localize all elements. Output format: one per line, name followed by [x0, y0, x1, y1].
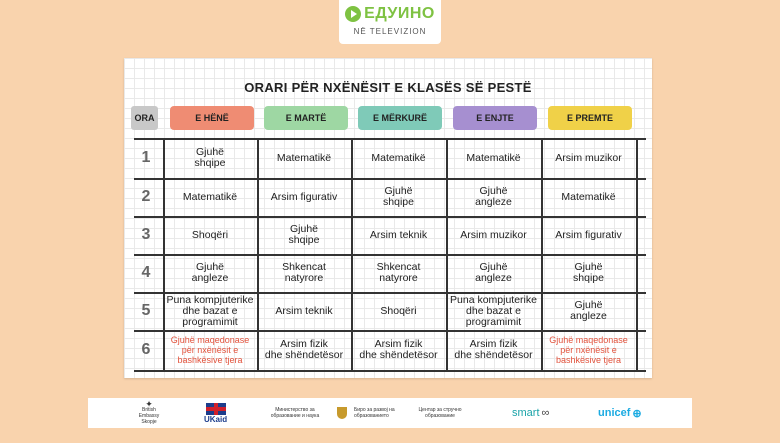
schedule-cell	[450, 230, 538, 241]
cell-line: Matematikë	[276, 151, 332, 164]
cell-line: Arsim figurativ	[270, 190, 338, 203]
schedule-cell	[355, 339, 443, 361]
schedule-cell	[355, 306, 443, 317]
period-number: 1	[141, 149, 151, 166]
cell-line: angleze	[475, 196, 512, 208]
cell-line: Matematikë	[561, 190, 616, 203]
sponsor-footer	[88, 398, 692, 428]
smart-logo	[512, 398, 549, 428]
cell-line: Gjuhë	[479, 185, 508, 197]
cell-line: Matematikë	[466, 151, 521, 164]
center-label: Центар за стручно образование	[418, 407, 462, 419]
schedule-cell	[450, 262, 538, 284]
schedule-cell	[450, 295, 538, 328]
cell-line: Gjuhë	[479, 261, 508, 273]
period-number: 6	[141, 341, 151, 358]
ministry-logo	[260, 398, 330, 428]
schedule-cell	[545, 300, 633, 322]
cell-line: dhe bazat e	[466, 304, 521, 317]
glasses-icon: ∞	[541, 407, 550, 419]
day-header-monday: E HËNË	[170, 106, 254, 130]
cell-line: Arsim muzikor	[555, 151, 622, 164]
british-embassy-logo	[134, 398, 164, 428]
cell-line: dhe shëndetësor	[454, 349, 533, 361]
period-number: 5	[141, 302, 151, 319]
bureau-logo	[354, 398, 418, 428]
cell-line: Gjuhë maqedonase	[549, 335, 628, 345]
cell-line: Gjuhë maqedonase	[170, 335, 250, 345]
schedule-cell	[450, 339, 538, 361]
play-icon	[345, 6, 361, 22]
cell-line: Arsim teknik	[275, 304, 333, 317]
cell-line: dhe shëndetësor	[359, 349, 438, 361]
schedule-cell	[545, 192, 633, 203]
uk-flag-icon	[206, 403, 226, 415]
cell-line: shqipe	[194, 157, 226, 169]
schedule-cell	[166, 192, 254, 203]
schedule-cell	[355, 230, 443, 241]
cell-line: Shkencat	[376, 261, 421, 273]
schedule-cell	[545, 230, 633, 241]
cell-line: programimit	[182, 315, 238, 328]
cell-line: Matematikë	[371, 151, 426, 164]
cell-line: natyrore	[284, 272, 324, 284]
day-header-wednesday: E MËRKURË	[358, 106, 442, 130]
globe-icon: ⊕	[632, 407, 642, 420]
unicef-label: unicef	[598, 407, 631, 419]
cell-line: natyrore	[379, 272, 418, 284]
cell-line: Shoqëri	[380, 304, 417, 317]
cell-line: Arsim fizik	[280, 338, 328, 350]
cell-line: Gjuhë	[195, 261, 225, 273]
cell-line: bashkësive tjera	[177, 355, 243, 365]
cell-line: angleze	[191, 272, 229, 284]
cell-line: Puna kompjuterike	[450, 293, 537, 306]
schedule-cell	[545, 335, 633, 365]
cell-line: Puna kompjuterike	[166, 293, 254, 306]
period-number: 3	[141, 226, 151, 243]
cell-line: Gjuhë	[384, 185, 413, 197]
schedule-cell	[355, 186, 443, 208]
ministry-label: Министерство за образование и наука	[270, 407, 320, 419]
embassy-label: British Embassy Skopje	[138, 407, 160, 425]
cell-line: Gjuhë	[574, 261, 603, 273]
unicef-logo	[598, 398, 642, 428]
center-logo	[418, 398, 462, 428]
cell-line: angleze	[570, 310, 607, 322]
day-header-tuesday: E MARTË	[264, 106, 348, 130]
cell-line: Arsim fizik	[469, 338, 518, 350]
cell-line: programimit	[465, 315, 522, 328]
schedule-cell	[450, 186, 538, 208]
ukaid-logo	[204, 398, 227, 428]
cell-line: shqipe	[288, 234, 320, 246]
schedule-cell	[450, 153, 538, 164]
schedule-cell	[260, 192, 348, 203]
schedule-cell	[355, 262, 443, 284]
cell-line: Gjuhë	[574, 299, 603, 311]
schedule-cell	[260, 224, 348, 246]
coat-of-arms-icon	[334, 398, 350, 428]
day-header-thursday: E ENJTE	[453, 106, 537, 130]
cell-line: Gjuhë	[289, 223, 319, 235]
bureau-label: Биро за развој на образованието	[354, 407, 395, 419]
cell-line: Arsim figurativ	[555, 228, 622, 241]
schedule-cell	[260, 262, 348, 284]
schedule-cell	[545, 153, 633, 164]
schedule-cell	[260, 306, 348, 317]
cell-line: për nxënësit e	[181, 345, 239, 355]
cell-line: Shoqëri	[191, 228, 229, 241]
schedule-cell	[166, 335, 254, 365]
cell-line: Shkencat	[282, 261, 326, 273]
schedule-cell	[355, 153, 443, 164]
cell-line: Arsim fizik	[374, 338, 423, 350]
schedule-cell	[166, 262, 254, 284]
schedule-title: ORARI PËR NXËNËSIT E KLASËS SË PESTË	[244, 80, 532, 95]
schedule-paper	[124, 58, 652, 378]
cell-line: shqipe	[383, 196, 414, 208]
schedule-cell	[260, 339, 348, 361]
schedule-cell	[166, 230, 254, 241]
cell-line: bashkësive tjera	[555, 355, 622, 365]
ukaid-label: UKaid	[204, 414, 228, 424]
cell-line: Arsim teknik	[369, 228, 428, 241]
logo-subtitle: NË TELEVIZION	[353, 27, 427, 36]
cell-line: shqipe	[573, 272, 604, 284]
period-number: 4	[141, 264, 151, 281]
cell-line: Matematikë	[182, 190, 238, 203]
cell-line: për nxënësit e	[560, 345, 617, 355]
schedule-cell	[166, 295, 254, 328]
cell-line: angleze	[475, 272, 512, 284]
cell-line: dhe shëndetësor	[264, 349, 344, 361]
cell-line: Arsim muzikor	[460, 228, 527, 241]
smart-label: smart	[512, 407, 540, 419]
eduino-logo	[339, 0, 441, 44]
cell-line: dhe bazat e	[182, 304, 238, 317]
crest-icon: ✦	[145, 399, 153, 409]
schedule-cell	[545, 262, 633, 284]
ora-header: ORA	[131, 106, 158, 130]
day-header-friday: E PREMTE	[548, 106, 632, 130]
schedule-cell	[166, 147, 254, 169]
logo-text: ЕДУИНО	[364, 5, 435, 22]
schedule-cell	[260, 153, 348, 164]
cell-line: Gjuhë	[195, 146, 225, 158]
period-number: 2	[141, 188, 151, 205]
